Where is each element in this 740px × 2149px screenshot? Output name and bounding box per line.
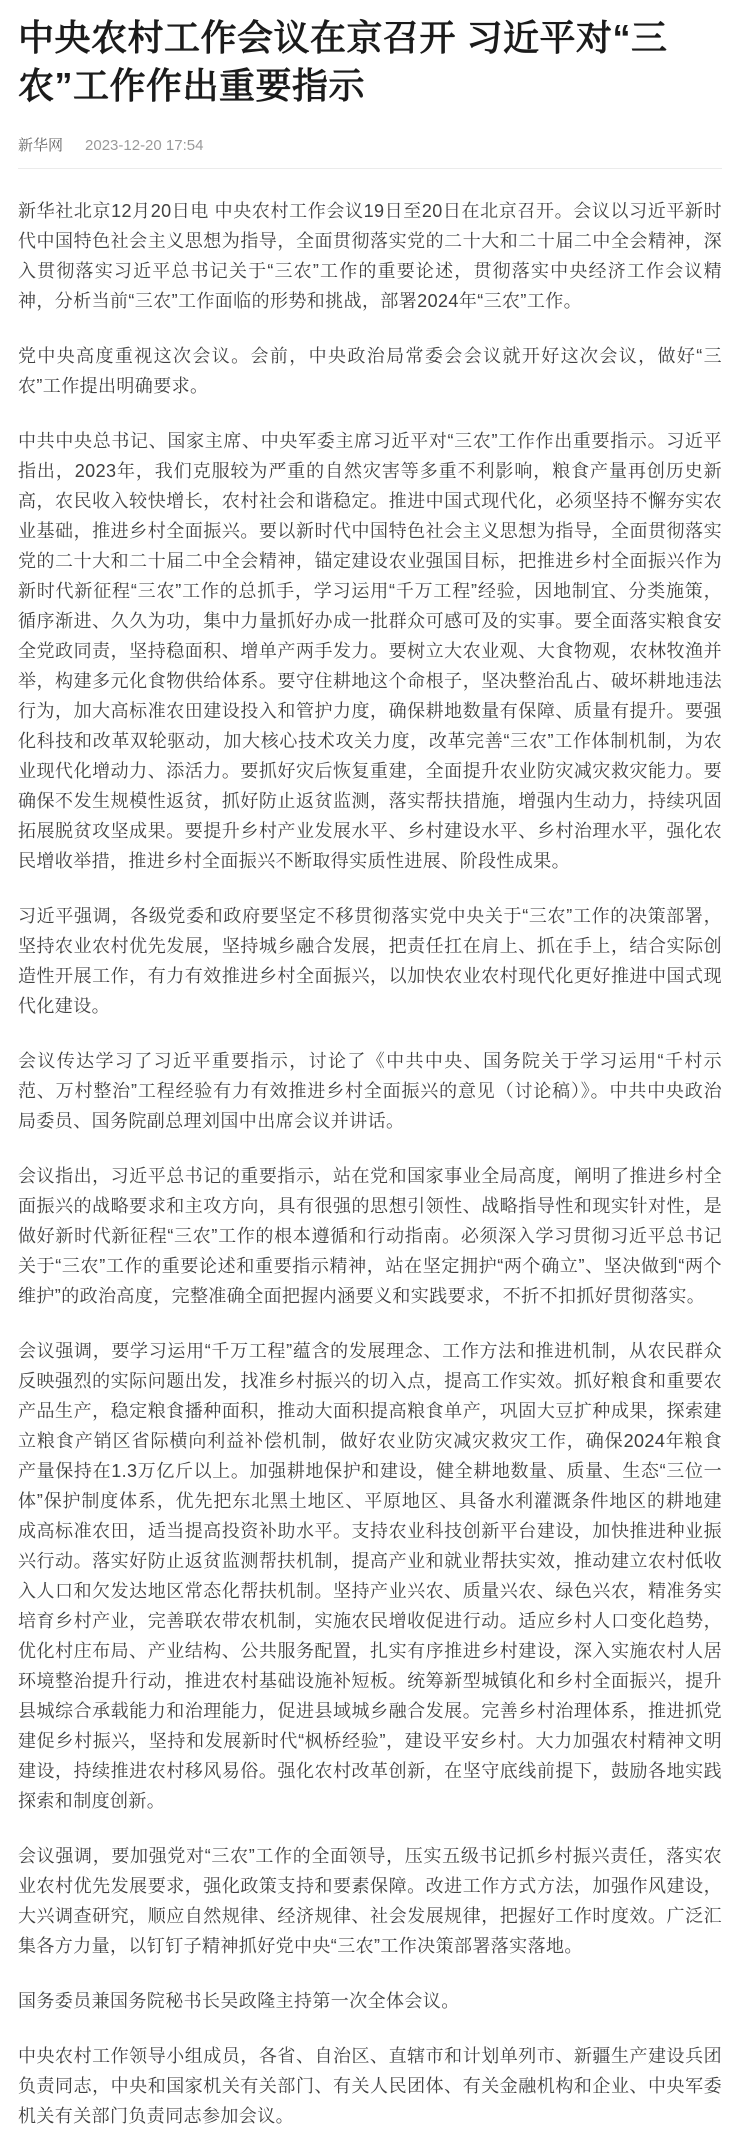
publish-date: 2023-12-20 17:54 [85, 137, 204, 154]
article-title: 中央农村工作会议在京召开 习近平对“三农”工作作出重要指示 [18, 17, 668, 106]
article-paragraph: 会议传达学习了习近平重要指示，讨论了《中共中央、国务院关于学习运用“千村示范、万村整治”工程经验有力有效推进乡村全面振兴的意见（讨论稿）》。中共中央政治局委员、国务院副总理刘国中出席会议并讲话。 [18, 1051, 722, 1131]
article-paragraph: 会议指出，习近平总书记的重要指示，站在党和国家事业全局高度，阐明了推进乡村全面振兴的战略要求和主攻方向，具有很强的思想引领性、战略指导性和现实针对性，是做好新时代新征程“三农”工作的根本遵循和行动指南。必须深入学习贯彻习近平总书记关于“三农”工作的重要论述和重要指示精神，站在坚定拥护“两个确立”、坚决做到“两个维护”的政治高度，完整准确全面把握内涵要义和实践要求，不折不扣抓好贯彻落实。 [18, 1166, 722, 1306]
article-paragraph: 会议强调，要学习运用“千万工程”蕴含的发展理念、工作方法和推进机制，从农民群众反映强烈的实际问题出发，找准乡村振兴的切入点，提高工作实效。抓好粮食和重要农产品生产，稳定粮食播种面积，推动大面积提高粮食单产，巩固大豆扩种成果，探索建立粮食产销区省际横向利益补偿机制，做好农业防灾减灾救灾工作，确保2024年粮食产量保持在1.3万亿斤以上。加强耕地保护和建设，健全耕地数量、质量、生态“三位一体”保护制度体系，优先把东北黑土地区、平原地区、具备水利灌溉条件地区的耕地建成高标准农田，适当提高投资补助水平。支持农业科技创新平台建设，加快推进种业振兴行动。落实好防止返贫监测帮扶机制，提高产业和就业帮扶实效，推动建立农村低收入人口和欠发达地区常态化帮扶机制。坚持产业兴农、质量兴农、绿色兴农，精准务实培育乡村产业，完善联农带农机制，实施农民增收促进行动。适应乡村人口变化趋势，优化村庄布局、产业结构、公共服务配置，扎实有序推进乡村建设，深入实施农村人居环境整治提升行动，推进农村基础设施补短板。统筹新型城镇化和乡村全面振兴，提升县城综合承载能力和治理能力，促进县域城乡融合发展。完善乡村治理体系，推进抓党建促乡村振兴，坚持和发展新时代“枫桥经验”，建设平安乡村。大力加强农村精神文明建设，持续推进农村移风易俗。强化农村改革创新，在坚守底线前提下，鼓励各地实践探索和制度创新。 [18, 1341, 722, 1811]
article-paragraph: 党中央高度重视这次会议。会前，中央政治局常委会会议就开好这次会议，做好“三农”工作提出明确要求。 [18, 346, 722, 396]
article-paragraph: 中共中央总书记、国家主席、中央军委主席习近平对“三农”工作作出重要指示。习近平指出，2023年，我们克服较为严重的自然灾害等多重不利影响，粮食产量再创历史新高，农民收入较快增长，农村社会和谐稳定。推进中国式现代化，必须坚持不懈夯实农业基础，推进乡村全面振兴。要以新时代中国特色社会主义思想为指导，全面贯彻落实党的二十大和二十届二中全会精神，锚定建设农业强国目标，把推进乡村全面振兴作为新时代新征程“三农”工作的总抓手，学习运用“千万工程”经验，因地制宜、分类施策，循序渐进、久久为功，集中力量抓好办成一批群众可感可及的实事。要全面落实粮食安全党政同责，坚持稳面积、增单产两手发力。要树立大农业观、大食物观，农林牧渔并举，构建多元化食物供给体系。要守住耕地这个命根子，坚决整治乱占、破坏耕地违法行为，加大高标准农田建设投入和管护力度，确保耕地数量有保障、质量有提升。要强化科技和改革双轮驱动，加大核心技术攻关力度，改革完善“三农”工作体制机制，为农业现代化增动力、添活力。要抓好灾后恢复重建，全面提升农业防灾减灾救灾能力。要确保不发生规模性返贫，抓好防止返贫监测，落实帮扶措施，增强内生动力，持续巩固拓展脱贫攻坚成果。要提升乡村产业发展水平、乡村建设水平、乡村治理水平，强化农民增收举措，推进乡村全面振兴不断取得实质性进展、阶段性成果。 [18, 431, 722, 871]
article-paragraph: 新华社北京12月20日电 中央农村工作会议19日至20日在北京召开。会议以习近平新时代中国特色社会主义思想为指导，全面贯彻落实党的二十大和二十届二中全会精神，深入贯彻落实习近平总书记关于“三农”工作的重要论述，贯彻落实中央经济工作会议精神，分析当前“三农”工作面临的形势和挑战，部署2024年“三农”工作。 [18, 201, 722, 311]
article-paragraph: 习近平强调，各级党委和政府要坚定不移贯彻落实党中央关于“三农”工作的决策部署，坚持农业农村优先发展，坚持城乡融合发展，把责任扛在肩上、抓在手上，结合实际创造性开展工作，有力有效推进乡村全面振兴，以加快农业农村现代化更好推进中国式现代化建设。 [18, 906, 722, 1016]
source-link[interactable]: 新华网 [18, 137, 64, 154]
article-meta [18, 138, 722, 154]
meta-divider [18, 168, 722, 169]
article-paragraph: 中央农村工作领导小组成员，各省、自治区、直辖市和计划单列市、新疆生产建设兵团负责同志，中央和国家机关有关部门、有关人民团体、有关金融机构和企业、中央军委机关有关部门负责同志参加会议。 [18, 2046, 722, 2126]
article-paragraph: 会议强调，要加强党对“三农”工作的全面领导，压实五级书记抓乡村振兴责任，落实农业农村优先发展要求，强化政策支持和要素保障。改进工作方式方法，加强作风建设，大兴调查研究，顺应自然规律、经济规律、社会发展规律，把握好工作时度效。广泛汇集各方力量，以钉钉子精神抓好党中央“三农”工作决策部署落实落地。 [18, 1846, 722, 1956]
article-body [18, 196, 722, 2131]
article-paragraph: 国务委员兼国务院秘书长吴政隆主持第一次全体会议。 [18, 1991, 460, 2011]
